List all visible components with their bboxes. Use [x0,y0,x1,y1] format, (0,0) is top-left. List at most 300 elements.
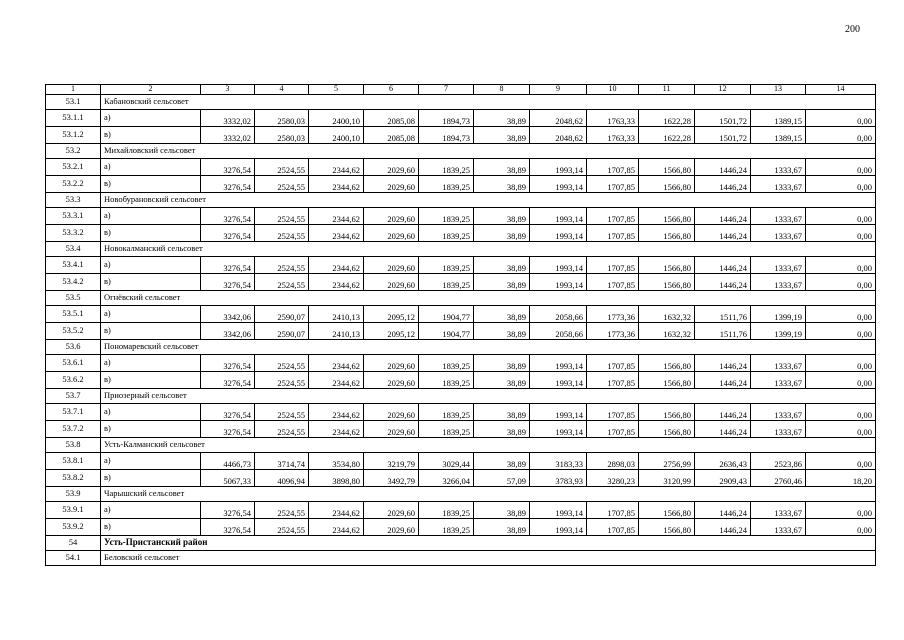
value-cell: 38,89 [474,453,530,470]
value-cell: 3276,54 [201,404,255,421]
header-cell: 5 [309,85,364,95]
value-cell: 1707,85 [587,159,639,176]
value-cell: 1333,67 [751,421,806,438]
value-cell: 3276,54 [201,502,255,519]
value-cell: 1993,14 [530,502,587,519]
value-cell: 2029,60 [364,274,419,291]
row-code: 54.1 [46,551,101,566]
value-cell: 38,89 [474,519,530,536]
header-cell: 11 [639,85,695,95]
value-cell: 1446,24 [695,257,751,274]
row-code: 53.6 [46,340,101,355]
group-row [46,340,876,355]
value-cell: 3332,02 [201,110,255,127]
page-number: 200 [845,24,860,35]
value-cell: 1333,67 [751,225,806,242]
row-code: 53.3.2 [46,225,101,242]
value-cell: 0,00 [806,159,876,176]
value-cell: 2085,08 [364,110,419,127]
value-cell: 1566,80 [639,176,695,193]
value-cell: 1632,32 [639,306,695,323]
value-cell: 1993,14 [530,372,587,389]
value-cell: 2029,60 [364,176,419,193]
value-cell: 2524,55 [255,519,309,536]
value-cell: 3492,79 [364,470,419,487]
value-cell: 1446,24 [695,502,751,519]
row-code: 53.1.2 [46,127,101,144]
row-label: а) [101,502,201,519]
value-cell: 2400,10 [309,110,364,127]
value-cell: 2029,60 [364,372,419,389]
row-label: а) [101,404,201,421]
group-row [46,242,876,257]
value-cell: 1707,85 [587,355,639,372]
row-label: а) [101,208,201,225]
tariff-table [45,84,876,566]
value-cell: 1566,80 [639,159,695,176]
value-cell: 2756,99 [639,453,695,470]
value-cell: 1389,15 [751,110,806,127]
value-cell: 3783,93 [530,470,587,487]
value-cell: 0,00 [806,127,876,144]
value-cell: 2524,55 [255,159,309,176]
row-code: 53.4.2 [46,274,101,291]
value-cell: 2344,62 [309,519,364,536]
value-cell: 1566,80 [639,502,695,519]
group-name: Михайловский сельсовет [101,144,876,159]
value-cell: 1707,85 [587,519,639,536]
header-cell: 2 [101,85,201,95]
value-cell: 1993,14 [530,225,587,242]
value-cell: 1707,85 [587,372,639,389]
header-cell: 7 [419,85,474,95]
value-cell: 2524,55 [255,208,309,225]
group-row [46,144,876,159]
value-cell: 1839,25 [419,225,474,242]
value-cell: 2029,60 [364,225,419,242]
value-cell: 1993,14 [530,176,587,193]
row-code: 53.8.2 [46,470,101,487]
value-cell: 3276,54 [201,257,255,274]
value-cell: 38,89 [474,502,530,519]
header-cell: 12 [695,85,751,95]
value-cell: 1566,80 [639,404,695,421]
value-cell: 1707,85 [587,502,639,519]
value-cell: 2580,03 [255,127,309,144]
value-cell: 2524,55 [255,257,309,274]
value-cell: 3276,54 [201,372,255,389]
row-code: 53.2.2 [46,176,101,193]
value-cell: 1333,67 [751,159,806,176]
value-cell: 1773,36 [587,306,639,323]
value-cell: 38,89 [474,110,530,127]
value-cell: 0,00 [806,453,876,470]
row-label: в) [101,519,201,536]
header-cell: 1 [46,85,101,95]
value-cell: 1839,25 [419,421,474,438]
value-cell: 1446,24 [695,421,751,438]
value-cell: 0,00 [806,355,876,372]
value-cell: 1446,24 [695,355,751,372]
value-cell: 3342,06 [201,323,255,340]
district-row [46,536,876,551]
value-cell: 2029,60 [364,519,419,536]
value-cell: 2523,86 [751,453,806,470]
group-name: Новокалманский сельсовет [101,242,876,257]
value-cell: 18,20 [806,470,876,487]
value-cell: 1707,85 [587,225,639,242]
value-cell: 1839,25 [419,159,474,176]
value-cell: 2344,62 [309,225,364,242]
table-row [46,159,876,176]
value-cell: 1333,67 [751,176,806,193]
value-cell: 1763,33 [587,127,639,144]
value-cell: 2058,66 [530,306,587,323]
value-cell: 1566,80 [639,355,695,372]
value-cell: 1622,28 [639,110,695,127]
group-row [46,389,876,404]
value-cell: 2029,60 [364,421,419,438]
value-cell: 1566,80 [639,208,695,225]
value-cell: 0,00 [806,306,876,323]
header-cell: 9 [530,85,587,95]
row-code: 53.9 [46,487,101,502]
header-cell: 6 [364,85,419,95]
value-cell: 3120,99 [639,470,695,487]
group-row [46,551,876,566]
row-code: 53.6.2 [46,372,101,389]
value-cell: 38,89 [474,323,530,340]
value-cell: 2636,43 [695,453,751,470]
value-cell: 0,00 [806,519,876,536]
value-cell: 3342,06 [201,306,255,323]
value-cell: 38,89 [474,372,530,389]
table-row [46,306,876,323]
value-cell: 38,89 [474,355,530,372]
table-row [46,519,876,536]
row-code: 53.6.1 [46,355,101,372]
value-cell: 1566,80 [639,274,695,291]
value-cell: 1707,85 [587,274,639,291]
value-cell: 1839,25 [419,404,474,421]
row-code: 53.3 [46,193,101,208]
value-cell: 3276,54 [201,208,255,225]
row-code: 53.4.1 [46,257,101,274]
value-cell: 1566,80 [639,519,695,536]
value-cell: 0,00 [806,110,876,127]
value-cell: 2029,60 [364,208,419,225]
row-code: 53.5 [46,291,101,306]
value-cell: 1773,36 [587,323,639,340]
value-cell: 1839,25 [419,502,474,519]
value-cell: 2344,62 [309,404,364,421]
group-row [46,291,876,306]
row-code: 53.1 [46,95,101,110]
value-cell: 2344,62 [309,159,364,176]
value-cell: 3280,23 [587,470,639,487]
value-cell: 1839,25 [419,274,474,291]
value-cell: 38,89 [474,421,530,438]
value-cell: 2344,62 [309,208,364,225]
value-cell: 1707,85 [587,257,639,274]
value-cell: 3714,74 [255,453,309,470]
value-cell: 0,00 [806,176,876,193]
value-cell: 1446,24 [695,274,751,291]
value-cell: 1993,14 [530,159,587,176]
value-cell: 0,00 [806,323,876,340]
group-name: Беловский сельсовет [101,551,876,566]
group-name: Чарышский сельсовет [101,487,876,502]
value-cell: 1446,24 [695,225,751,242]
value-cell: 1333,67 [751,355,806,372]
row-label: в) [101,127,201,144]
value-cell: 3266,04 [419,470,474,487]
value-cell: 3219,79 [364,453,419,470]
value-cell: 1839,25 [419,208,474,225]
value-cell: 1622,28 [639,127,695,144]
district-name: Усть-Пристанский район [101,536,876,551]
value-cell: 3276,54 [201,159,255,176]
value-cell: 2344,62 [309,274,364,291]
table-row [46,502,876,519]
value-cell: 2344,62 [309,421,364,438]
table-row [46,470,876,487]
row-code: 53.2 [46,144,101,159]
row-label: в) [101,421,201,438]
value-cell: 1839,25 [419,257,474,274]
table-row [46,323,876,340]
value-cell: 0,00 [806,404,876,421]
value-cell: 2524,55 [255,404,309,421]
value-cell: 3276,54 [201,176,255,193]
value-cell: 1333,67 [751,372,806,389]
row-label: а) [101,453,201,470]
value-cell: 2524,55 [255,225,309,242]
value-cell: 1389,15 [751,127,806,144]
group-row [46,193,876,208]
table-row [46,372,876,389]
value-cell: 2590,07 [255,323,309,340]
table-row [46,127,876,144]
value-cell: 0,00 [806,502,876,519]
value-cell: 1399,19 [751,306,806,323]
value-cell: 2580,03 [255,110,309,127]
value-cell: 38,89 [474,127,530,144]
value-cell: 1446,24 [695,404,751,421]
row-code: 53.4 [46,242,101,257]
value-cell: 1446,24 [695,372,751,389]
value-cell: 2410,13 [309,306,364,323]
value-cell: 38,89 [474,274,530,291]
row-label: в) [101,225,201,242]
value-cell: 2344,62 [309,355,364,372]
row-label: в) [101,274,201,291]
value-cell: 3276,54 [201,421,255,438]
value-cell: 1993,14 [530,355,587,372]
value-cell: 3898,80 [309,470,364,487]
value-cell: 2058,66 [530,323,587,340]
value-cell: 2029,60 [364,502,419,519]
value-cell: 2029,60 [364,355,419,372]
value-cell: 1333,67 [751,208,806,225]
row-code: 53.7 [46,389,101,404]
value-cell: 1904,77 [419,306,474,323]
value-cell: 1707,85 [587,404,639,421]
value-cell: 3332,02 [201,127,255,144]
value-cell: 0,00 [806,274,876,291]
value-cell: 38,89 [474,225,530,242]
row-label: а) [101,257,201,274]
value-cell: 2524,55 [255,372,309,389]
value-cell: 38,89 [474,176,530,193]
value-cell: 5067,33 [201,470,255,487]
value-cell: 57,09 [474,470,530,487]
value-cell: 38,89 [474,208,530,225]
header-cell: 10 [587,85,639,95]
group-name: Приозерный сельсовет [101,389,876,404]
value-cell: 1446,24 [695,159,751,176]
value-cell: 1446,24 [695,208,751,225]
value-cell: 3183,33 [530,453,587,470]
value-cell: 1446,24 [695,176,751,193]
row-code: 53.5.1 [46,306,101,323]
header-cell: 8 [474,85,530,95]
group-name: Огнёвский сельсовет [101,291,876,306]
table-header-row [46,85,876,95]
table-body [46,85,876,566]
value-cell: 2344,62 [309,257,364,274]
value-cell: 2400,10 [309,127,364,144]
row-code: 53.9.1 [46,502,101,519]
value-cell: 2410,13 [309,323,364,340]
row-code: 54 [46,536,101,551]
value-cell: 1894,73 [419,110,474,127]
table-row [46,404,876,421]
value-cell: 2898,03 [587,453,639,470]
row-code: 53.3.1 [46,208,101,225]
value-cell: 2590,07 [255,306,309,323]
value-cell: 1839,25 [419,519,474,536]
group-row [46,438,876,453]
row-code: 53.7.1 [46,404,101,421]
value-cell: 1501,72 [695,110,751,127]
value-cell: 4466,73 [201,453,255,470]
header-cell: 13 [751,85,806,95]
value-cell: 2344,62 [309,502,364,519]
value-cell: 2344,62 [309,372,364,389]
value-cell: 1333,67 [751,404,806,421]
row-code: 53.7.2 [46,421,101,438]
value-cell: 38,89 [474,306,530,323]
value-cell: 1632,32 [639,323,695,340]
value-cell: 2524,55 [255,355,309,372]
value-cell: 0,00 [806,225,876,242]
value-cell: 1993,14 [530,257,587,274]
group-name: Пономаревский сельсовет [101,340,876,355]
value-cell: 1839,25 [419,372,474,389]
value-cell: 2029,60 [364,404,419,421]
value-cell: 1707,85 [587,421,639,438]
value-cell: 1707,85 [587,176,639,193]
value-cell: 1993,14 [530,274,587,291]
row-code: 53.5.2 [46,323,101,340]
value-cell: 0,00 [806,208,876,225]
header-cell: 3 [201,85,255,95]
table-row [46,453,876,470]
table-row [46,176,876,193]
value-cell: 1566,80 [639,421,695,438]
value-cell: 2095,12 [364,323,419,340]
value-cell: 2095,12 [364,306,419,323]
group-name: Новобурановский сельсовет [101,193,876,208]
row-label: а) [101,159,201,176]
value-cell: 2029,60 [364,257,419,274]
value-cell: 1399,19 [751,323,806,340]
value-cell: 1839,25 [419,355,474,372]
header-cell: 4 [255,85,309,95]
value-cell: 2029,60 [364,159,419,176]
value-cell: 1993,14 [530,404,587,421]
value-cell: 0,00 [806,421,876,438]
header-cell: 14 [806,85,876,95]
value-cell: 3029,44 [419,453,474,470]
row-code: 53.8 [46,438,101,453]
value-cell: 2524,55 [255,274,309,291]
value-cell: 1501,72 [695,127,751,144]
value-cell: 3276,54 [201,274,255,291]
row-label: а) [101,306,201,323]
value-cell: 1566,80 [639,225,695,242]
group-row [46,487,876,502]
value-cell: 2524,55 [255,502,309,519]
value-cell: 0,00 [806,372,876,389]
value-cell: 1511,76 [695,323,751,340]
group-row [46,95,876,110]
table-row [46,257,876,274]
value-cell: 1839,25 [419,176,474,193]
value-cell: 1707,85 [587,208,639,225]
table-row [46,110,876,127]
value-cell: 2048,62 [530,110,587,127]
value-cell: 3534,80 [309,453,364,470]
value-cell: 38,89 [474,257,530,274]
table-row [46,208,876,225]
row-label: в) [101,372,201,389]
value-cell: 3276,54 [201,225,255,242]
value-cell: 1566,80 [639,372,695,389]
table-row [46,421,876,438]
value-cell: 1333,67 [751,519,806,536]
value-cell: 0,00 [806,257,876,274]
row-label: в) [101,323,201,340]
value-cell: 2344,62 [309,176,364,193]
value-cell: 2085,08 [364,127,419,144]
table-row [46,355,876,372]
value-cell: 3276,54 [201,355,255,372]
value-cell: 1446,24 [695,519,751,536]
row-code: 53.8.1 [46,453,101,470]
value-cell: 38,89 [474,404,530,421]
value-cell: 4096,94 [255,470,309,487]
row-code: 53.9.2 [46,519,101,536]
value-cell: 1566,80 [639,257,695,274]
row-label: а) [101,110,201,127]
group-name: Кабановский сельсовет [101,95,876,110]
row-label: в) [101,176,201,193]
row-label: а) [101,355,201,372]
value-cell: 2524,55 [255,176,309,193]
value-cell: 1993,14 [530,421,587,438]
